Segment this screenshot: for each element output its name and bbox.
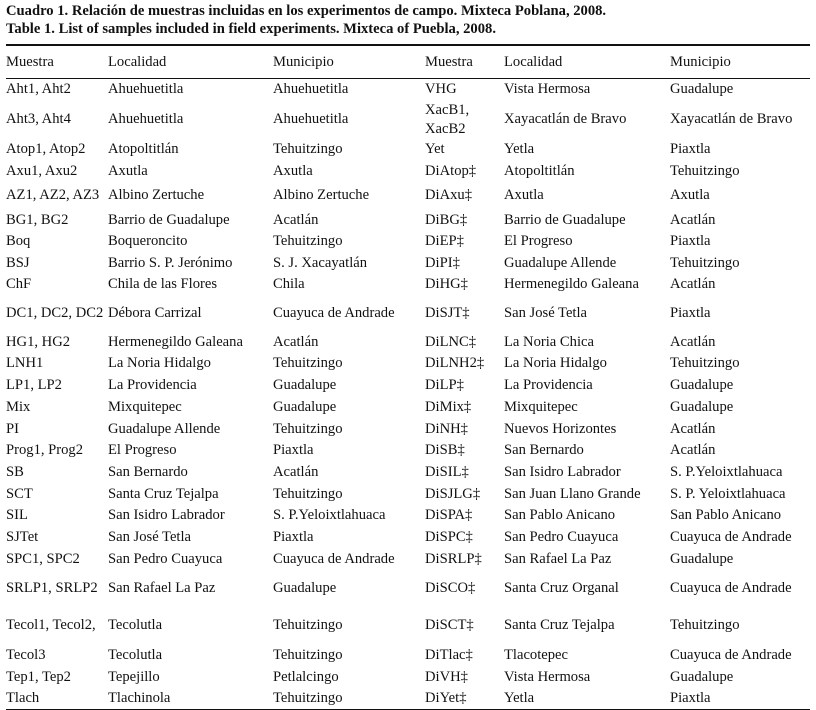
header-municipio: Municipio bbox=[273, 53, 334, 70]
table-cell-l1: San Pedro Cuayuca bbox=[108, 550, 223, 567]
table-row bbox=[6, 182, 810, 209]
table-cell-m2: DiMix‡ bbox=[425, 398, 472, 415]
table-cell-l1: Albino Zertuche bbox=[108, 187, 205, 204]
table-cell-p2: S. P. Yeloixtlahuaca bbox=[670, 485, 786, 502]
table-cell-l2: Guadalupe Allende bbox=[504, 254, 617, 271]
table-row bbox=[6, 100, 810, 139]
table-cell-l2: Santa Cruz Organal bbox=[504, 580, 619, 597]
table-cell-l1: La Providencia bbox=[108, 376, 197, 393]
table-cell-m2: DiSPC‡ bbox=[425, 528, 473, 545]
table-cell-m1: SIL bbox=[6, 507, 28, 524]
table-cell-m1: AZ1, AZ2, AZ3 bbox=[6, 187, 100, 204]
table-cell-p2: Acatlán bbox=[670, 333, 716, 350]
table-row bbox=[6, 160, 810, 182]
table-cell-p2: Cuayuca de Andrade bbox=[670, 528, 792, 545]
table-cell-l1: Mixquitepec bbox=[108, 398, 182, 415]
table-cell-m2: DiVH‡ bbox=[425, 668, 468, 685]
table-cell-p1: Guadalupe bbox=[273, 580, 337, 597]
table-cell-m1: Tlach bbox=[6, 690, 40, 707]
table-cell-l2: Vista Hermosa bbox=[504, 668, 591, 685]
table-cell-p2: Axutla bbox=[670, 187, 710, 204]
header-municipio-2: Municipio bbox=[670, 53, 731, 70]
table-cell-m2: DiSCT‡ bbox=[425, 617, 474, 634]
header-localidad-2: Localidad bbox=[504, 53, 563, 70]
table-row bbox=[6, 418, 810, 440]
table-cell-p1: Ahuehuetitla bbox=[273, 81, 349, 98]
table-cell-m1: LNH1 bbox=[6, 355, 44, 372]
table-cell-m1: BSJ bbox=[6, 254, 30, 271]
table-cell-l1: El Progreso bbox=[108, 442, 177, 459]
table-cell-l1: Boqueroncito bbox=[108, 233, 188, 250]
table-cell-m2: DiSPA‡ bbox=[425, 507, 473, 524]
table-cell-l2: San Pablo Anicano bbox=[504, 507, 616, 524]
table-cell-l1: Ahuehuetitla bbox=[108, 111, 184, 128]
table-cell-p2: S. P.Yeloixtlahuaca bbox=[670, 463, 783, 480]
table-cell-m1: SCT bbox=[6, 485, 33, 502]
header-muestra: Muestra bbox=[6, 53, 54, 70]
header-row bbox=[6, 46, 810, 78]
table-cell-m1: SPC1, SPC2 bbox=[6, 550, 80, 567]
table-cell-l1: Barrio S. P. Jerónimo bbox=[108, 254, 233, 271]
table-cell-p2: Tehuitzingo bbox=[670, 355, 740, 372]
table-cell-p1: Cuayuca de Andrade bbox=[273, 304, 395, 321]
table-cell-l1: Tepejillo bbox=[108, 668, 160, 685]
table-cell-l2: Hermenegildo Galeana bbox=[504, 276, 639, 293]
table-cell-p2: Acatlán bbox=[670, 420, 716, 437]
table-cell-p2: Acatlán bbox=[670, 211, 716, 228]
table-cell-l1: Guadalupe Allende bbox=[108, 420, 221, 437]
table-cell-m2: DiNH‡ bbox=[425, 420, 468, 437]
table-cell-l2: San José Tetla bbox=[504, 304, 588, 321]
table-cell-p2: Guadalupe bbox=[670, 81, 734, 98]
table-cell-p1: Ahuehuetitla bbox=[273, 111, 349, 128]
table-cell-m1: Axu1, Axu2 bbox=[6, 162, 78, 179]
table-cell-l1: Tecolutla bbox=[108, 617, 163, 634]
table-cell-l1: Santa Cruz Tejalpa bbox=[108, 485, 219, 502]
table-cell-l2: Atopoltitlán bbox=[504, 162, 575, 179]
table-cell-p1: Tehuitzingo bbox=[273, 420, 343, 437]
table-row bbox=[6, 688, 810, 709]
table-cell-l1: San Rafael La Paz bbox=[108, 580, 216, 597]
table-row bbox=[6, 483, 810, 505]
table-row bbox=[6, 526, 810, 548]
table-row bbox=[6, 209, 810, 231]
table-cell-l1: Débora Carrizal bbox=[108, 304, 202, 321]
table-cell-p2: Piaxtla bbox=[670, 304, 711, 321]
table-cell-p1: Tehuitzingo bbox=[273, 646, 343, 663]
table-cell-m2: DiSRLP‡ bbox=[425, 550, 482, 567]
table-cell-l2: Yetla bbox=[504, 690, 535, 707]
table-cell-m2: DiAtop‡ bbox=[425, 162, 477, 179]
table-row bbox=[6, 252, 810, 274]
table-row bbox=[6, 396, 810, 418]
table-cell-p1: Acatlán bbox=[273, 211, 319, 228]
table-cell-p1: Tehuitzingo bbox=[273, 485, 343, 502]
table-row bbox=[6, 607, 810, 644]
table-cell-m1: Tep1, Tep2 bbox=[6, 668, 71, 685]
table-row bbox=[6, 274, 810, 295]
table-cell-p1: Axutla bbox=[273, 162, 313, 179]
table-cell-l2: Xayacatlán de Bravo bbox=[504, 111, 627, 128]
header-localidad: Localidad bbox=[108, 53, 167, 70]
table-cell-m2: DiSIL‡ bbox=[425, 463, 469, 480]
table-cell-m1: DC1, DC2, DC2 bbox=[6, 304, 104, 321]
table-cell-p1: Piaxtla bbox=[273, 528, 314, 545]
table-row bbox=[6, 666, 810, 688]
table-cell-p1: Acatlán bbox=[273, 333, 319, 350]
table-row bbox=[6, 295, 810, 331]
table-cell-m2: DiSCO‡ bbox=[425, 580, 476, 597]
table-cell-m2: DiYet‡ bbox=[425, 690, 467, 707]
table-cell-p1: Cuayuca de Andrade bbox=[273, 550, 395, 567]
table-row bbox=[6, 231, 810, 252]
table-cell-l1: San Bernardo bbox=[108, 463, 188, 480]
table-cell-p1: Tehuitzingo bbox=[273, 233, 343, 250]
table-cell-p2: Acatlán bbox=[670, 442, 716, 459]
table-row bbox=[6, 505, 810, 526]
table-cell-p2: Tehuitzingo bbox=[670, 254, 740, 271]
table-cell-p1: Piaxtla bbox=[273, 442, 314, 459]
table-cell-l2: Yetla bbox=[504, 141, 535, 158]
caption-spanish: Cuadro 1. Relación de muestras incluidas en los experimentos de campo. Mixteca Poblana, 2008. bbox=[6, 3, 607, 19]
table-cell-m2: DiBG‡ bbox=[425, 211, 468, 228]
table-cell-m1: ChF bbox=[6, 276, 32, 293]
table-cell-l2: San Isidro Labrador bbox=[504, 463, 621, 480]
table-row bbox=[6, 139, 810, 160]
table-cell-p1: Tehuitzingo bbox=[273, 355, 343, 372]
table-cell-m2: DiEP‡ bbox=[425, 233, 464, 250]
table-cell-p1: Guadalupe bbox=[273, 398, 337, 415]
table-cell-l2: San Pedro Cuayuca bbox=[504, 528, 619, 545]
table-cell-l2: Barrio de Guadalupe bbox=[504, 211, 626, 228]
table-cell-m2: DiPI‡ bbox=[425, 254, 460, 271]
table-cell-l2: Tlacotepec bbox=[504, 646, 569, 663]
table-cell-l1: Atopoltitlán bbox=[108, 141, 179, 158]
table-cell-m2: DiLP‡ bbox=[425, 376, 464, 393]
table-cell-p1: S. P.Yeloixtlahuaca bbox=[273, 507, 386, 524]
table-cell-m1: Boq bbox=[6, 233, 31, 250]
table-cell-p1: S. J. Xacayatlán bbox=[273, 254, 368, 271]
table-cell-m2: DiSB‡ bbox=[425, 442, 465, 459]
table-cell-m2: DiLNC‡ bbox=[425, 333, 477, 350]
table-cell-l2: El Progreso bbox=[504, 233, 573, 250]
table-cell-p1: Chila bbox=[273, 276, 305, 293]
table-cell-l2: Vista Hermosa bbox=[504, 81, 591, 98]
table-cell-m2: XacB1, XacB2 bbox=[425, 102, 470, 137]
table-cell-p2: Guadalupe bbox=[670, 550, 734, 567]
table-cell-m1: HG1, HG2 bbox=[6, 333, 71, 350]
table-cell-l2: Santa Cruz Tejalpa bbox=[504, 617, 615, 634]
table-cell-m1: BG1, BG2 bbox=[6, 211, 69, 228]
table-cell-l2: La Noria Hidalgo bbox=[504, 355, 607, 372]
table-cell-l2: Nuevos Horizontes bbox=[504, 420, 617, 437]
table-row bbox=[6, 644, 810, 666]
table-cell-l1: Chila de las Flores bbox=[108, 276, 218, 293]
table-cell-m1: Tecol3 bbox=[6, 646, 46, 663]
table-row bbox=[6, 440, 810, 461]
table-cell-m1: SJTet bbox=[6, 528, 39, 545]
caption-english: Table 1. List of samples included in field experiments. Mixteca of Puebla, 2008. bbox=[6, 20, 496, 37]
table-cell-p1: Acatlán bbox=[273, 463, 319, 480]
table-row bbox=[6, 374, 810, 396]
table-row bbox=[6, 331, 810, 353]
table-row bbox=[6, 548, 810, 570]
table-cell-m1: Prog1, Prog2 bbox=[6, 442, 84, 459]
table-cell-m2: DiTlac‡ bbox=[425, 646, 473, 663]
table-row bbox=[6, 353, 810, 374]
table-cell-m1: Mix bbox=[6, 398, 31, 415]
table-cell-p2: Xayacatlán de Bravo bbox=[670, 111, 793, 128]
table-cell-p2: Acatlán bbox=[670, 276, 716, 293]
table-cell-l2: San Bernardo bbox=[504, 442, 584, 459]
table-cell-l2: Axutla bbox=[504, 187, 544, 204]
samples-table-container bbox=[6, 44, 810, 710]
table-cell-m1: SB bbox=[6, 463, 24, 480]
table-cell-l2: Mixquitepec bbox=[504, 398, 578, 415]
table-cell-p2: Guadalupe bbox=[670, 398, 734, 415]
table-cell-p2: Guadalupe bbox=[670, 668, 734, 685]
table-row bbox=[6, 461, 810, 483]
table-cell-p2: Guadalupe bbox=[670, 376, 734, 393]
table-cell-l1: La Noria Hidalgo bbox=[108, 355, 211, 372]
table-cell-m1: Aht1, Aht2 bbox=[6, 81, 71, 98]
table-cell-l1: Barrio de Guadalupe bbox=[108, 211, 230, 228]
table-cell-l1: Axutla bbox=[108, 162, 148, 179]
table-cell-p1: Tehuitzingo bbox=[273, 141, 343, 158]
table-cell-m1: SRLP1, SRLP2 bbox=[6, 580, 98, 597]
table-cell-m1: Atop1, Atop2 bbox=[6, 141, 86, 158]
table-cell-m1: Tecol1, Tecol2, bbox=[6, 617, 96, 634]
table-row bbox=[6, 570, 810, 607]
table-cell-p2: Piaxtla bbox=[670, 141, 711, 158]
table-cell-p1: Tehuitzingo bbox=[273, 617, 343, 634]
table-cell-l1: Hermenegildo Galeana bbox=[108, 333, 243, 350]
table-cell-p2: Piaxtla bbox=[670, 690, 711, 707]
table-cell-p2: Tehuitzingo bbox=[670, 162, 740, 179]
samples-table bbox=[6, 46, 810, 78]
table-cell-m1: PI bbox=[6, 420, 19, 437]
table-cell-p1: Guadalupe bbox=[273, 376, 337, 393]
table-cell-l2: La Providencia bbox=[504, 376, 593, 393]
table-cell-m2: Yet bbox=[425, 141, 445, 158]
table-cell-m2: VHG bbox=[425, 81, 457, 98]
table-cell-l1: San José Tetla bbox=[108, 528, 192, 545]
table-cell-m2: DiHG‡ bbox=[425, 276, 468, 293]
table-cell-m2: DiSJT‡ bbox=[425, 304, 470, 321]
table-cell-m1: LP1, LP2 bbox=[6, 376, 62, 393]
table-cell-m2: DiLNH2‡ bbox=[425, 355, 485, 372]
table-cell-l1: Tecolutla bbox=[108, 646, 163, 663]
table-cell-l2: San Juan Llano Grande bbox=[504, 485, 641, 502]
table-cell-l1: Tlachinola bbox=[108, 690, 171, 707]
table-cell-m1: Aht3, Aht4 bbox=[6, 111, 71, 128]
table-cell-m2: DiSJLG‡ bbox=[425, 485, 481, 502]
table-cell-m2: DiAxu‡ bbox=[425, 187, 473, 204]
table-cell-p2: Cuayuca de Andrade bbox=[670, 580, 792, 597]
table-cell-p1: Albino Zertuche bbox=[273, 187, 370, 204]
samples-table-body bbox=[6, 79, 810, 709]
table-cell-l2: La Noria Chica bbox=[504, 333, 594, 350]
table-cell-l1: San Isidro Labrador bbox=[108, 507, 225, 524]
table-cell-p2: Piaxtla bbox=[670, 233, 711, 250]
table-cell-p2: San Pablo Anicano bbox=[670, 507, 782, 524]
table-cell-p1: Tehuitzingo bbox=[273, 690, 343, 707]
table-cell-p2: Tehuitzingo bbox=[670, 617, 740, 634]
table-caption bbox=[6, 3, 606, 38]
table-cell-p1: Petlalcingo bbox=[273, 668, 339, 685]
table-cell-p2: Cuayuca de Andrade bbox=[670, 646, 792, 663]
table-cell-l1: Ahuehuetitla bbox=[108, 81, 184, 98]
header-muestra-2: Muestra bbox=[425, 53, 473, 70]
table-cell-l2: San Rafael La Paz bbox=[504, 550, 612, 567]
table-row bbox=[6, 79, 810, 100]
